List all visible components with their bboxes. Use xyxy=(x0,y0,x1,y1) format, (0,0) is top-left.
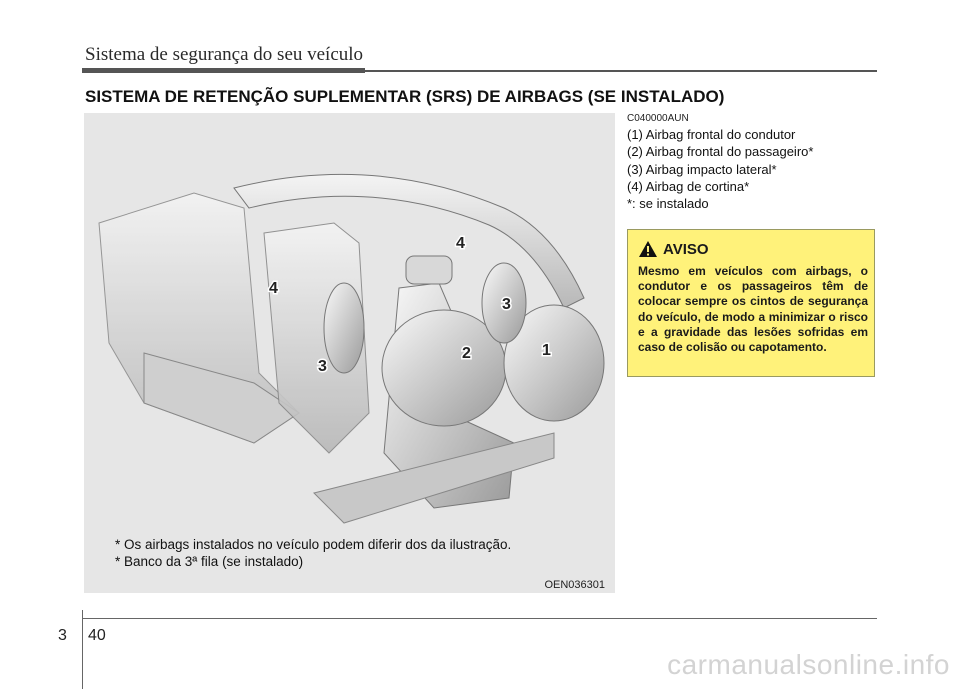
airbag-diagram-graphic xyxy=(84,113,615,593)
side-airbag-rear xyxy=(324,283,364,373)
warning-title: AVISO xyxy=(663,240,709,258)
header-rule-thin xyxy=(365,70,877,72)
page-number: 40 xyxy=(88,627,106,644)
watermark: carmanualsonline.info xyxy=(667,649,950,680)
legend-item: (2) Airbag frontal do passageiro* xyxy=(627,144,814,160)
callout-3-rear: 3 xyxy=(318,358,327,375)
header-title: Sistema de segurança do seu veículo xyxy=(85,44,364,65)
reference-code: C040000AUN xyxy=(627,113,689,124)
footer-rule-vertical xyxy=(82,610,83,689)
warning-box xyxy=(627,229,875,377)
figure-note-1: * Os airbags instalados no veículo podem diferir dos da ilustração. xyxy=(115,537,512,552)
figure-code: OEN036301 xyxy=(544,579,605,591)
legend-item: (3) Airbag impacto lateral* xyxy=(627,161,777,177)
legend-list xyxy=(627,126,813,212)
section-title: SISTEMA DE RETENÇÃO SUPLEMENTAR (SRS) DE AIRBAGS (SE INSTALADO) xyxy=(85,87,725,106)
callout-3-front: 3 xyxy=(502,296,511,313)
warning-triangle-icon xyxy=(638,240,658,258)
airbag-illustration xyxy=(84,113,615,593)
header-rule xyxy=(82,68,365,73)
callout-2: 2 xyxy=(462,345,471,362)
callout-1: 1 xyxy=(542,342,551,359)
warning-header xyxy=(638,240,709,258)
figure-note-2: * Banco da 3ª fila (se instalado) xyxy=(115,554,304,569)
callout-4-rear: 4 xyxy=(269,280,278,297)
chapter-number: 3 xyxy=(58,627,67,644)
legend-item: (4) Airbag de cortina* xyxy=(627,178,750,194)
figure-notes xyxy=(115,536,511,570)
legend-item: (1) Airbag frontal do condutor xyxy=(627,127,796,142)
legend-item: *: se instalado xyxy=(627,196,709,212)
headrest xyxy=(406,256,452,284)
warning-text: Mesmo em veículos com airbags, o condutor e os passageiros têm de colocar sempre os cintos de segurança do veículo, de modo a minimizar o risco e a gravidade das lesões sofridas em caso de colisão ou capotamento. xyxy=(638,264,868,355)
callout-4-front: 4 xyxy=(456,235,465,252)
footer-rule xyxy=(82,618,877,619)
